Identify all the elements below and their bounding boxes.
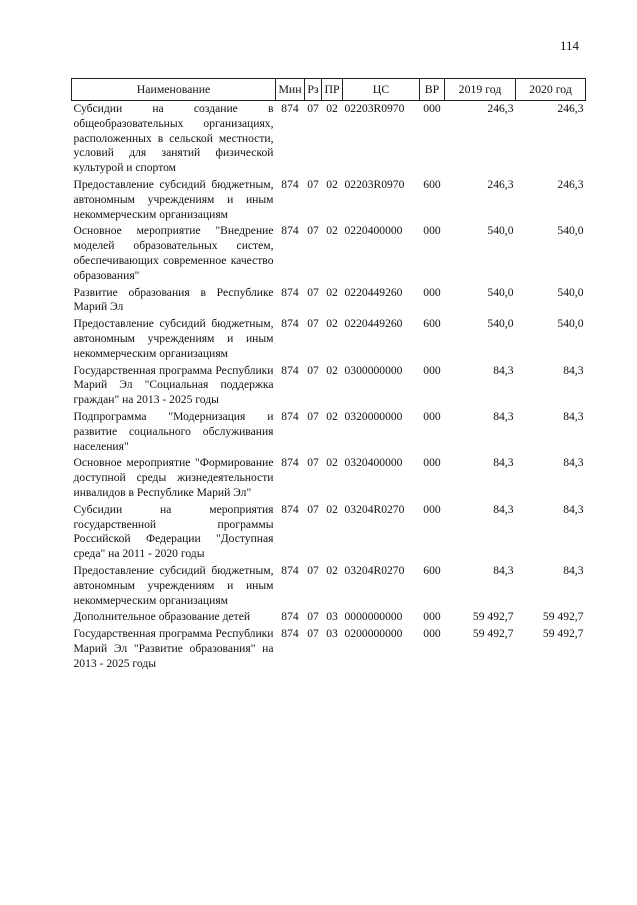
row-2019: 59 492,7 xyxy=(472,627,514,641)
row-cs: 02203R0970 xyxy=(344,102,405,115)
row-rz: 07 xyxy=(307,409,319,423)
row-cs: 02203R0970 xyxy=(344,177,405,191)
row-name: Основное мероприятие "Формирование доступной среды жизнедеятельности инвалидов в Республике Марий Эл" xyxy=(73,456,274,499)
row-min: 874 xyxy=(281,177,299,191)
row-2019: 84,3 xyxy=(493,363,514,377)
row-pr: 02 xyxy=(326,502,338,516)
row-rz: 07 xyxy=(307,610,319,624)
table-row xyxy=(72,409,586,455)
row-min: 874 xyxy=(281,285,299,299)
row-min: 874 xyxy=(281,456,299,470)
table-row xyxy=(72,316,586,362)
row-min: 874 xyxy=(281,224,299,238)
row-min: 874 xyxy=(281,409,299,423)
table-row xyxy=(72,177,586,223)
row-vr: 000 xyxy=(423,363,441,377)
row-min: 874 xyxy=(281,502,299,516)
row-vr: 600 xyxy=(423,317,441,331)
row-vr: 000 xyxy=(423,627,441,641)
row-min: 874 xyxy=(281,102,299,115)
table-row xyxy=(72,101,586,177)
row-name: Государственная программа Республики Марий Эл "Социальная поддержка граждан" на 2013 - 2025 годы xyxy=(73,363,274,407)
row-rz: 07 xyxy=(307,317,319,331)
row-2020: 84,3 xyxy=(563,563,584,577)
row-rz: 07 xyxy=(307,285,319,299)
row-2020: 84,3 xyxy=(563,363,584,377)
row-name: Предоставление субсидий бюджетным, автономным учреждениям и иным некоммерческим организациям xyxy=(73,177,274,221)
table-row xyxy=(72,563,586,609)
row-2019: 540,0 xyxy=(487,317,514,331)
row-name: Развитие образования в Республике Марий Эл xyxy=(73,285,274,314)
row-pr: 03 xyxy=(326,627,338,641)
row-cs: 0200000000 xyxy=(344,627,403,641)
row-2020: 246,3 xyxy=(557,102,584,115)
row-2019: 84,3 xyxy=(493,502,514,516)
table-row xyxy=(72,455,586,501)
row-name: Субсидии на мероприятия государственной программы Российской Федерации "Доступная среда" на 2011 - 2020 годы xyxy=(73,502,274,561)
budget-table xyxy=(71,78,586,672)
row-2019: 59 492,7 xyxy=(472,610,514,624)
row-min: 874 xyxy=(281,363,299,377)
row-rz: 07 xyxy=(307,363,319,377)
table-row xyxy=(72,626,586,672)
row-min: 874 xyxy=(281,317,299,331)
row-rz: 07 xyxy=(307,177,319,191)
table-row xyxy=(72,223,586,284)
row-cs: 0320000000 xyxy=(344,409,403,423)
row-name: Дополнительное образование детей xyxy=(73,610,251,624)
row-cs: 03204R0270 xyxy=(344,563,405,577)
row-vr: 000 xyxy=(423,610,441,624)
row-2020: 540,0 xyxy=(557,285,584,299)
row-2020: 84,3 xyxy=(563,502,584,516)
row-min: 874 xyxy=(281,610,299,624)
row-2019: 84,3 xyxy=(493,409,514,423)
row-vr: 000 xyxy=(423,102,441,115)
row-name: Основное мероприятие "Внедрение моделей образовательных систем, обеспечивающих современное качество образования" xyxy=(73,224,274,282)
row-2019: 540,0 xyxy=(487,285,514,299)
row-rz: 07 xyxy=(307,102,319,115)
table-row xyxy=(72,609,586,626)
row-pr: 02 xyxy=(326,317,338,331)
header-2019: 2019 год xyxy=(445,79,516,101)
row-2019: 246,3 xyxy=(487,177,514,191)
header-2020: 2020 год xyxy=(516,79,586,101)
row-cs: 0320400000 xyxy=(344,456,403,470)
table-header-row xyxy=(72,79,586,101)
header-vr: ВР xyxy=(420,79,445,101)
row-pr: 02 xyxy=(326,363,338,377)
row-2020: 59 492,7 xyxy=(542,627,584,641)
row-2020: 246,3 xyxy=(557,177,584,191)
row-cs: 0000000000 xyxy=(344,610,403,624)
row-2020: 59 492,7 xyxy=(542,610,584,624)
row-rz: 07 xyxy=(307,563,319,577)
row-name: Государственная программа Республики Марий Эл "Развитие образования" на 2013 - 2025 годы xyxy=(73,627,274,670)
header-name: Наименование xyxy=(72,79,276,101)
row-pr: 03 xyxy=(326,610,338,624)
row-2019: 246,3 xyxy=(487,102,514,115)
row-name: Предоставление субсидий бюджетным, автономным учреждениям и иным некоммерческим организациям xyxy=(73,563,274,607)
header-min: Мин xyxy=(276,79,305,101)
row-2020: 540,0 xyxy=(557,317,584,331)
row-name: Субсидии на создание в общеобразовательных организациях, расположенных в сельской местности, условий для занятий физической культурой и спортом xyxy=(73,102,274,175)
row-rz: 07 xyxy=(307,502,319,516)
row-pr: 02 xyxy=(326,177,338,191)
row-cs: 0220449260 xyxy=(344,285,403,299)
row-rz: 07 xyxy=(307,456,319,470)
row-cs: 0220400000 xyxy=(344,224,403,238)
row-pr: 02 xyxy=(326,563,338,577)
row-2019: 84,3 xyxy=(493,456,514,470)
row-2020: 540,0 xyxy=(557,224,584,238)
page-number: 114 xyxy=(559,38,579,53)
row-rz: 07 xyxy=(307,224,319,238)
row-pr: 02 xyxy=(326,285,338,299)
row-2020: 84,3 xyxy=(563,456,584,470)
row-rz: 07 xyxy=(307,627,319,641)
row-pr: 02 xyxy=(326,102,338,115)
row-pr: 02 xyxy=(326,224,338,238)
row-pr: 02 xyxy=(326,409,338,423)
row-vr: 000 xyxy=(423,502,441,516)
row-vr: 600 xyxy=(423,177,441,191)
table-row xyxy=(72,363,586,409)
row-min: 874 xyxy=(281,563,299,577)
row-vr: 600 xyxy=(423,563,441,577)
header-cs: ЦС xyxy=(343,79,420,101)
row-vr: 000 xyxy=(423,456,441,470)
table-row xyxy=(72,285,586,317)
row-min: 874 xyxy=(281,627,299,641)
row-vr: 000 xyxy=(423,224,441,238)
row-cs: 03204R0270 xyxy=(344,502,405,516)
table-row xyxy=(72,502,586,563)
header-pr: ПР xyxy=(322,79,343,101)
row-2019: 84,3 xyxy=(493,563,514,577)
row-pr: 02 xyxy=(326,456,338,470)
row-cs: 0300000000 xyxy=(344,363,403,377)
row-name: Подпрограмма "Модернизация и развитие социального обслуживания населения" xyxy=(73,409,274,453)
row-name: Предоставление субсидий бюджетным, автономным учреждениям и иным некоммерческим организациям xyxy=(73,317,274,360)
row-2020: 84,3 xyxy=(563,409,584,423)
row-2019: 540,0 xyxy=(487,224,514,238)
header-rz: Рз xyxy=(305,79,322,101)
row-vr: 000 xyxy=(423,285,441,299)
row-cs: 0220449260 xyxy=(344,317,403,331)
row-vr: 000 xyxy=(423,409,441,423)
